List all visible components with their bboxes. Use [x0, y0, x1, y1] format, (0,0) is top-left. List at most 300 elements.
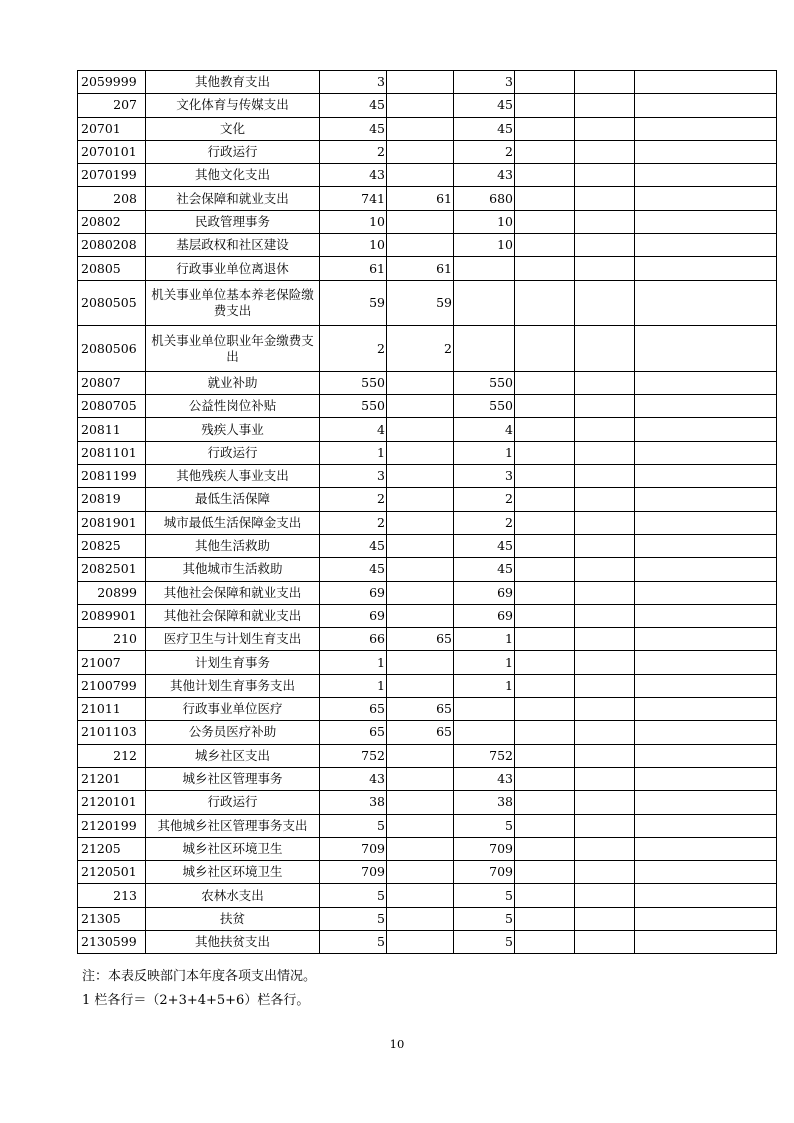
amount-cell-col2 [387, 791, 454, 814]
amount-cell-col3: 1 [454, 674, 515, 697]
subject-code-cell: 2130599 [78, 930, 146, 953]
amount-cell-col6 [635, 674, 777, 697]
table-row [78, 117, 777, 140]
amount-cell-col6 [635, 698, 777, 721]
subject-code-cell: 2120501 [78, 861, 146, 884]
table-row [78, 140, 777, 163]
subject-name-cell: 城乡社区支出 [146, 744, 320, 767]
amount-cell-col6 [635, 234, 777, 257]
amount-cell-col3 [454, 280, 515, 326]
amount-cell-col1: 2 [320, 488, 387, 511]
table-row [78, 884, 777, 907]
amount-cell-col2 [387, 395, 454, 418]
amount-cell-col5 [575, 581, 635, 604]
subject-name-cell: 社会保障和就业支出 [146, 187, 320, 210]
subject-name-cell: 计划生育事务 [146, 651, 320, 674]
subject-code-cell: 208 [78, 187, 146, 210]
amount-cell-col2 [387, 534, 454, 557]
amount-cell-col1: 5 [320, 814, 387, 837]
subject-code-cell: 2101103 [78, 721, 146, 744]
amount-cell-col2 [387, 94, 454, 117]
subject-name-cell: 文化 [146, 117, 320, 140]
subject-code-cell: 207 [78, 94, 146, 117]
amount-cell-col1: 10 [320, 210, 387, 233]
amount-cell-col1: 5 [320, 884, 387, 907]
amount-cell-col3: 1 [454, 651, 515, 674]
subject-code-cell: 2082501 [78, 558, 146, 581]
table-row [78, 628, 777, 651]
subject-name-cell: 其他文化支出 [146, 164, 320, 187]
amount-cell-col1: 45 [320, 117, 387, 140]
subject-code-cell: 21007 [78, 651, 146, 674]
table-row [78, 791, 777, 814]
subject-code-cell: 2080705 [78, 395, 146, 418]
amount-cell-col1: 2 [320, 511, 387, 534]
subject-name-cell: 其他城乡社区管理事务支出 [146, 814, 320, 837]
table-row [78, 930, 777, 953]
subject-code-cell: 20807 [78, 371, 146, 394]
amount-cell-col4 [515, 651, 575, 674]
table-row [78, 604, 777, 627]
table-row [78, 534, 777, 557]
amount-cell-col5 [575, 488, 635, 511]
amount-cell-col3 [454, 257, 515, 280]
table-row [78, 71, 777, 94]
subject-name-cell: 其他计划生育事务支出 [146, 674, 320, 697]
amount-cell-col5 [575, 558, 635, 581]
amount-cell-col6 [635, 395, 777, 418]
amount-cell-col6 [635, 837, 777, 860]
amount-cell-col6 [635, 861, 777, 884]
table-row [78, 326, 777, 372]
amount-cell-col4 [515, 371, 575, 394]
amount-cell-col5 [575, 441, 635, 464]
amount-cell-col3: 10 [454, 234, 515, 257]
amount-cell-col4 [515, 488, 575, 511]
subject-name-cell: 文化体育与传媒支出 [146, 94, 320, 117]
amount-cell-col3: 550 [454, 395, 515, 418]
subject-code-cell: 2120101 [78, 791, 146, 814]
amount-cell-col6 [635, 907, 777, 930]
amount-cell-col1: 752 [320, 744, 387, 767]
amount-cell-col3: 45 [454, 117, 515, 140]
amount-cell-col5 [575, 930, 635, 953]
amount-cell-col3 [454, 721, 515, 744]
amount-cell-col5 [575, 628, 635, 651]
amount-cell-col2 [387, 117, 454, 140]
amount-cell-col4 [515, 94, 575, 117]
subject-code-cell: 21305 [78, 907, 146, 930]
subject-name-cell: 其他扶贫支出 [146, 930, 320, 953]
amount-cell-col5 [575, 371, 635, 394]
amount-cell-col4 [515, 395, 575, 418]
amount-cell-col3 [454, 326, 515, 372]
amount-cell-col6 [635, 721, 777, 744]
table-row [78, 164, 777, 187]
amount-cell-col5 [575, 744, 635, 767]
subject-name-cell: 民政管理事务 [146, 210, 320, 233]
amount-cell-col5 [575, 326, 635, 372]
amount-cell-col3: 1 [454, 441, 515, 464]
amount-cell-col6 [635, 791, 777, 814]
amount-cell-col5 [575, 767, 635, 790]
amount-cell-col5 [575, 94, 635, 117]
subject-code-cell: 21205 [78, 837, 146, 860]
amount-cell-col1: 741 [320, 187, 387, 210]
table-row [78, 814, 777, 837]
subject-code-cell: 20802 [78, 210, 146, 233]
amount-cell-col6 [635, 558, 777, 581]
subject-name-cell: 就业补助 [146, 371, 320, 394]
subject-name-cell: 其他城市生活救助 [146, 558, 320, 581]
subject-code-cell: 2089901 [78, 604, 146, 627]
amount-cell-col4 [515, 511, 575, 534]
amount-cell-col4 [515, 558, 575, 581]
amount-cell-col4 [515, 187, 575, 210]
table-row [78, 395, 777, 418]
amount-cell-col4 [515, 465, 575, 488]
amount-cell-col4 [515, 791, 575, 814]
amount-cell-col3: 38 [454, 791, 515, 814]
amount-cell-col6 [635, 71, 777, 94]
subject-code-cell: 20825 [78, 534, 146, 557]
subject-code-cell: 213 [78, 884, 146, 907]
amount-cell-col5 [575, 884, 635, 907]
amount-cell-col5 [575, 465, 635, 488]
amount-cell-col4 [515, 767, 575, 790]
amount-cell-col6 [635, 628, 777, 651]
amount-cell-col5 [575, 791, 635, 814]
amount-cell-col4 [515, 117, 575, 140]
amount-cell-col1: 1 [320, 674, 387, 697]
amount-cell-col4 [515, 698, 575, 721]
table-row [78, 558, 777, 581]
subject-name-cell: 机关事业单位职业年金缴费支出 [146, 326, 320, 372]
amount-cell-col6 [635, 651, 777, 674]
amount-cell-col2 [387, 371, 454, 394]
table-row [78, 861, 777, 884]
amount-cell-col3: 10 [454, 210, 515, 233]
subject-code-cell: 21011 [78, 698, 146, 721]
table-row [78, 234, 777, 257]
amount-cell-col5 [575, 71, 635, 94]
amount-cell-col4 [515, 534, 575, 557]
amount-cell-col5 [575, 721, 635, 744]
subject-name-cell: 行政运行 [146, 791, 320, 814]
amount-cell-col6 [635, 280, 777, 326]
amount-cell-col2: 61 [387, 257, 454, 280]
table-row [78, 488, 777, 511]
amount-cell-col1: 66 [320, 628, 387, 651]
amount-cell-col4 [515, 930, 575, 953]
amount-cell-col3: 5 [454, 930, 515, 953]
subject-code-cell: 21201 [78, 767, 146, 790]
subject-name-cell: 城乡社区环境卫生 [146, 861, 320, 884]
subject-code-cell: 2080506 [78, 326, 146, 372]
amount-cell-col4 [515, 326, 575, 372]
amount-cell-col3: 69 [454, 581, 515, 604]
table-row [78, 94, 777, 117]
subject-name-cell: 城乡社区管理事务 [146, 767, 320, 790]
table-row [78, 257, 777, 280]
subject-name-cell: 公务员医疗补助 [146, 721, 320, 744]
amount-cell-col1: 61 [320, 257, 387, 280]
amount-cell-col1: 1 [320, 441, 387, 464]
table-row [78, 280, 777, 326]
amount-cell-col3: 2 [454, 488, 515, 511]
amount-cell-col3: 550 [454, 371, 515, 394]
amount-cell-col4 [515, 418, 575, 441]
subject-name-cell: 机关事业单位基本养老保险缴费支出 [146, 280, 320, 326]
amount-cell-col6 [635, 164, 777, 187]
amount-cell-col4 [515, 861, 575, 884]
amount-cell-col5 [575, 511, 635, 534]
amount-cell-col5 [575, 395, 635, 418]
amount-cell-col3: 4 [454, 418, 515, 441]
amount-cell-col1: 43 [320, 767, 387, 790]
amount-cell-col4 [515, 674, 575, 697]
amount-cell-col4 [515, 257, 575, 280]
amount-cell-col4 [515, 140, 575, 163]
subject-name-cell: 最低生活保障 [146, 488, 320, 511]
amount-cell-col5 [575, 117, 635, 140]
subject-name-cell: 医疗卫生与计划生育支出 [146, 628, 320, 651]
subject-code-cell: 2080208 [78, 234, 146, 257]
amount-cell-col4 [515, 210, 575, 233]
subject-name-cell: 公益性岗位补贴 [146, 395, 320, 418]
subject-name-cell: 其他教育支出 [146, 71, 320, 94]
amount-cell-col4 [515, 581, 575, 604]
amount-cell-col1: 709 [320, 861, 387, 884]
amount-cell-col5 [575, 698, 635, 721]
amount-cell-col5 [575, 187, 635, 210]
amount-cell-col2 [387, 418, 454, 441]
amount-cell-col3: 680 [454, 187, 515, 210]
amount-cell-col2 [387, 71, 454, 94]
subject-name-cell: 其他残疾人事业支出 [146, 465, 320, 488]
amount-cell-col5 [575, 534, 635, 557]
amount-cell-col1: 4 [320, 418, 387, 441]
amount-cell-col6 [635, 814, 777, 837]
subject-code-cell: 2081901 [78, 511, 146, 534]
amount-cell-col4 [515, 814, 575, 837]
amount-cell-col3: 3 [454, 465, 515, 488]
amount-cell-col5 [575, 674, 635, 697]
amount-cell-col3: 2 [454, 140, 515, 163]
table-row [78, 418, 777, 441]
amount-cell-col2 [387, 558, 454, 581]
subject-code-cell: 20701 [78, 117, 146, 140]
subject-code-cell: 2070101 [78, 140, 146, 163]
amount-cell-col3: 5 [454, 884, 515, 907]
amount-cell-col6 [635, 581, 777, 604]
amount-cell-col1: 10 [320, 234, 387, 257]
amount-cell-col2: 59 [387, 280, 454, 326]
subject-name-cell: 行政运行 [146, 441, 320, 464]
expenditure-table [77, 70, 777, 954]
amount-cell-col3: 69 [454, 604, 515, 627]
subject-name-cell: 行政事业单位医疗 [146, 698, 320, 721]
amount-cell-col2 [387, 674, 454, 697]
amount-cell-col1: 3 [320, 71, 387, 94]
amount-cell-col6 [635, 930, 777, 953]
amount-cell-col2 [387, 488, 454, 511]
amount-cell-col3: 43 [454, 767, 515, 790]
amount-cell-col6 [635, 210, 777, 233]
amount-cell-col5 [575, 651, 635, 674]
subject-code-cell: 2080505 [78, 280, 146, 326]
table-row [78, 907, 777, 930]
amount-cell-col2: 2 [387, 326, 454, 372]
amount-cell-col1: 38 [320, 791, 387, 814]
table-row [78, 651, 777, 674]
amount-cell-col1: 2 [320, 326, 387, 372]
subject-code-cell: 20805 [78, 257, 146, 280]
amount-cell-col1: 550 [320, 371, 387, 394]
amount-cell-col4 [515, 441, 575, 464]
amount-cell-col2 [387, 651, 454, 674]
amount-cell-col6 [635, 117, 777, 140]
amount-cell-col1: 69 [320, 581, 387, 604]
amount-cell-col5 [575, 814, 635, 837]
amount-cell-col2 [387, 930, 454, 953]
subject-code-cell: 2081199 [78, 465, 146, 488]
subject-name-cell: 行政运行 [146, 140, 320, 163]
amount-cell-col6 [635, 418, 777, 441]
amount-cell-col1: 65 [320, 721, 387, 744]
subject-code-cell: 210 [78, 628, 146, 651]
amount-cell-col3: 2 [454, 511, 515, 534]
amount-cell-col2: 61 [387, 187, 454, 210]
amount-cell-col3: 709 [454, 861, 515, 884]
amount-cell-col6 [635, 94, 777, 117]
amount-cell-col3: 709 [454, 837, 515, 860]
amount-cell-col6 [635, 371, 777, 394]
amount-cell-col6 [635, 187, 777, 210]
amount-cell-col2 [387, 234, 454, 257]
subject-name-cell: 其他社会保障和就业支出 [146, 604, 320, 627]
subject-code-cell: 20899 [78, 581, 146, 604]
amount-cell-col3: 1 [454, 628, 515, 651]
subject-name-cell: 其他社会保障和就业支出 [146, 581, 320, 604]
table-note: 注：本表反映部门本年度各项支出情况。 [82, 969, 317, 984]
subject-code-cell: 20811 [78, 418, 146, 441]
amount-cell-col2 [387, 140, 454, 163]
subject-name-cell: 农林水支出 [146, 884, 320, 907]
subject-code-cell: 2059999 [78, 71, 146, 94]
amount-cell-col6 [635, 140, 777, 163]
amount-cell-col1: 1 [320, 651, 387, 674]
amount-cell-col5 [575, 164, 635, 187]
amount-cell-col1: 550 [320, 395, 387, 418]
table-row [78, 674, 777, 697]
amount-cell-col2 [387, 837, 454, 860]
subject-code-cell: 2081101 [78, 441, 146, 464]
amount-cell-col2: 65 [387, 628, 454, 651]
table-row [78, 767, 777, 790]
amount-cell-col2 [387, 744, 454, 767]
subject-name-cell: 扶贫 [146, 907, 320, 930]
amount-cell-col3: 5 [454, 907, 515, 930]
amount-cell-col1: 3 [320, 465, 387, 488]
amount-cell-col3: 45 [454, 94, 515, 117]
amount-cell-col4 [515, 721, 575, 744]
amount-cell-col2 [387, 465, 454, 488]
amount-cell-col2 [387, 511, 454, 534]
amount-cell-col2 [387, 164, 454, 187]
amount-cell-col1: 5 [320, 930, 387, 953]
subject-code-cell: 2120199 [78, 814, 146, 837]
amount-cell-col4 [515, 280, 575, 326]
amount-cell-col5 [575, 418, 635, 441]
amount-cell-col1: 45 [320, 558, 387, 581]
amount-cell-col5 [575, 140, 635, 163]
amount-cell-col3: 5 [454, 814, 515, 837]
amount-cell-col4 [515, 837, 575, 860]
amount-cell-col6 [635, 534, 777, 557]
subject-name-cell: 其他生活救助 [146, 534, 320, 557]
table-row [78, 511, 777, 534]
table-row [78, 465, 777, 488]
amount-cell-col3 [454, 698, 515, 721]
amount-cell-col1: 43 [320, 164, 387, 187]
amount-cell-col2 [387, 907, 454, 930]
amount-cell-col4 [515, 604, 575, 627]
amount-cell-col3: 45 [454, 534, 515, 557]
amount-cell-col2 [387, 814, 454, 837]
table-row [78, 581, 777, 604]
amount-cell-col3: 43 [454, 164, 515, 187]
table-row [78, 721, 777, 744]
amount-cell-col5 [575, 837, 635, 860]
amount-cell-col6 [635, 488, 777, 511]
amount-cell-col5 [575, 861, 635, 884]
table-row [78, 371, 777, 394]
table-row [78, 837, 777, 860]
amount-cell-col2: 65 [387, 698, 454, 721]
amount-cell-col1: 65 [320, 698, 387, 721]
amount-cell-col6 [635, 744, 777, 767]
amount-cell-col6 [635, 257, 777, 280]
amount-cell-col5 [575, 604, 635, 627]
amount-cell-col4 [515, 628, 575, 651]
amount-cell-col6 [635, 511, 777, 534]
amount-cell-col1: 2 [320, 140, 387, 163]
amount-cell-col2 [387, 767, 454, 790]
table-row [78, 698, 777, 721]
subject-code-cell: 2070199 [78, 164, 146, 187]
amount-cell-col4 [515, 71, 575, 94]
amount-cell-col1: 709 [320, 837, 387, 860]
table-row [78, 441, 777, 464]
subject-name-cell: 城乡社区环境卫生 [146, 837, 320, 860]
subject-name-cell: 残疾人事业 [146, 418, 320, 441]
amount-cell-col1: 5 [320, 907, 387, 930]
subject-code-cell: 2100799 [78, 674, 146, 697]
amount-cell-col5 [575, 234, 635, 257]
amount-cell-col5 [575, 280, 635, 326]
amount-cell-col4 [515, 884, 575, 907]
table-row [78, 210, 777, 233]
amount-cell-col4 [515, 907, 575, 930]
amount-cell-col6 [635, 884, 777, 907]
table-row [78, 187, 777, 210]
subject-code-cell: 20819 [78, 488, 146, 511]
amount-cell-col5 [575, 210, 635, 233]
subject-name-cell: 基层政权和社区建设 [146, 234, 320, 257]
amount-cell-col6 [635, 465, 777, 488]
amount-cell-col3: 45 [454, 558, 515, 581]
